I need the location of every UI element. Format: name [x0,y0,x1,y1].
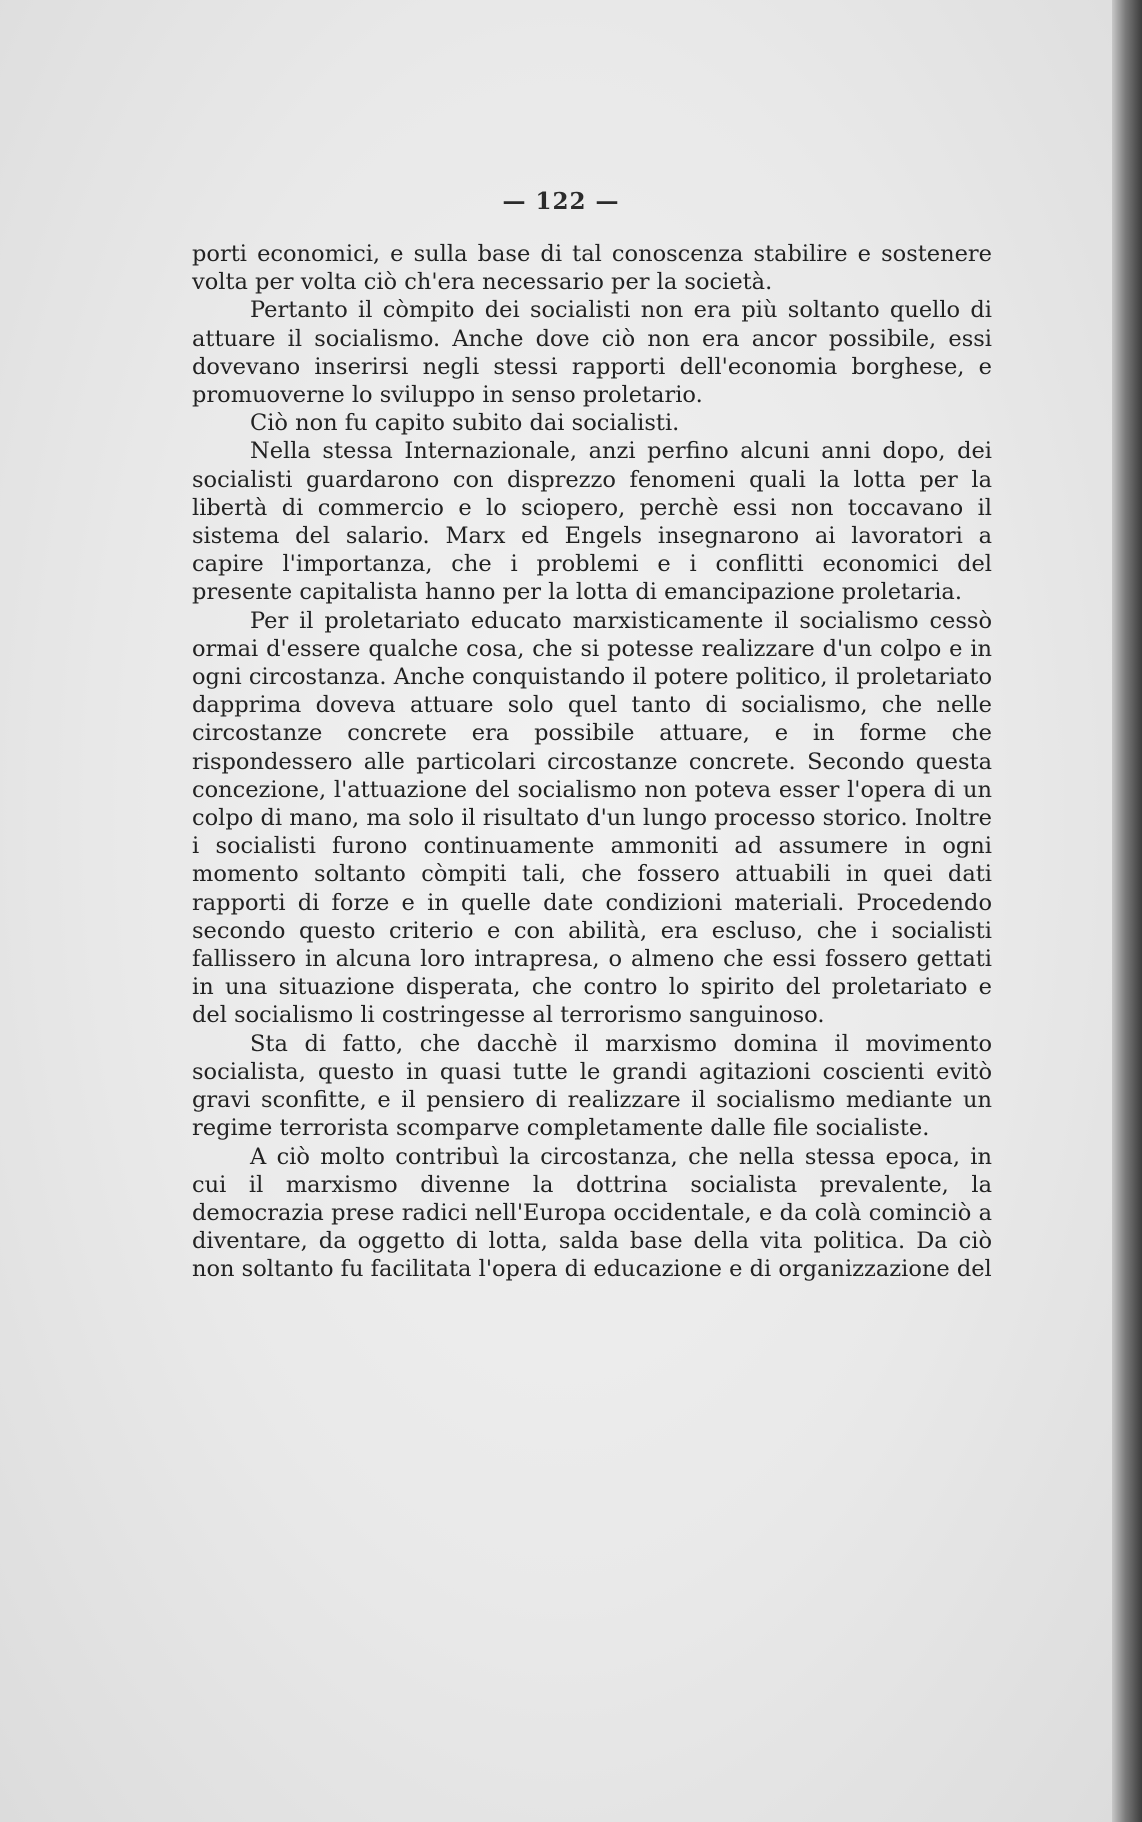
page-number: — 122 — [502,188,620,215]
paragraph: A ciò molto contribuì la circostanza, che nella stessa epoca, in cui il marxismo divenne la dottrina socialista prevalente, la democrazia prese radici nell'Europa occidentale, e da colà cominciò a diventare, da oggetto di lotta, salda base della vita politica. Da ciò non soltanto fu facilitata l'opera di educazione e di organizzazione del [192,1143,992,1283]
paragraph: Pertanto il còmpito dei socialisti non era più soltanto quello di attuare il socialismo. Anche dove ciò non era ancor possibile, essi dovevano inserirsi negli stessi rapporti dell'economia borghese, e promuoverne lo sviluppo in senso proletario. [192,297,992,409]
paragraph: Ciò non fu capito subito dai socialisti. [250,410,680,437]
paragraph-continuation: porti economici, e sulla base di tal conoscenza stabilire e sostenere volta per volta ciò ch'era necessario per la società. [192,241,992,296]
body-text [192,240,992,1284]
paragraph: Nella stessa Internazionale, anzi perfino alcuni anni dopo, dei socialisti guardarono con disprezzo fenomeni quali la lotta per la libertà di commercio e lo sciopero, perchè essi non toccavano il sistema del salario. Marx ed Engels insegnarono ai lavoratori a capire l'importanza, che i problemi e i conflitti economici del presente capitalista hanno per la lotta di emancipazione proletaria. [192,438,992,606]
paragraph: Per il proletariato educato marxisticamente il socialismo cessò ormai d'essere qualche cosa, che si potesse realizzare d'un colpo e in ogni circostanza. Anche conquistando il potere politico, il proletariato dapprima doveva attuare solo quel tanto di socialismo, che nelle circostanze concrete era possibile attuare, e in forme che rispondessero alle particolari circostanze concrete. Secondo questa concezione, l'attuazione del socialismo non poteva esser l'opera di un colpo di mano, ma solo il risultato d'un lungo processo storico. Inoltre i socialisti furono continuamente ammoniti ad assumere in ogni momento soltanto còmpiti tali, che fossero attuabili in quei dati rapporti di forze e in quelle date condizioni materiali. Procedendo secondo questo criterio e con abilità, era escluso, che i socialisti fallissero in alcuna loro intrapresa, o almeno che essi fossero gettati in una situazione disperata, che contro lo spirito del proletariato e del socialismo li costringesse al terrorismo sanguinoso. [192,607,992,1029]
book-binding-edge [1112,0,1142,1822]
paragraph: Sta di fatto, che dacchè il marxismo domina il movimento socialista, questo in quasi tutte le grandi agitazioni coscienti evitò gravi sconfitte, e il pensiero di realizzare il socialismo mediante un regime terrorista scomparve completamente dalle file socialiste. [192,1030,992,1142]
